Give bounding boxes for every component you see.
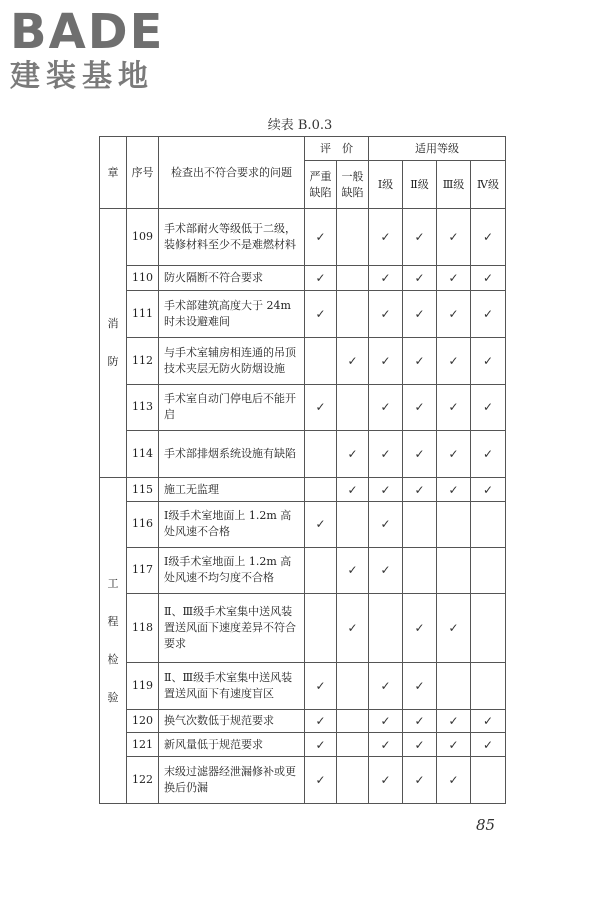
header-grade4: Ⅳ级 xyxy=(471,161,506,209)
check-cell-g1: ✓ xyxy=(369,384,403,431)
check-cell-g1: ✓ xyxy=(369,501,403,547)
problem-cell: 换气次数低于规范要求 xyxy=(159,710,305,733)
table-row xyxy=(100,384,506,431)
problem-cell: Ⅰ级手术室地面上 1.2m 高处风速不合格 xyxy=(159,501,305,547)
check-cell-g2 xyxy=(403,501,437,547)
header-grade1: Ⅰ级 xyxy=(369,161,403,209)
table-row xyxy=(100,290,506,337)
check-cell-severe: ✓ xyxy=(305,756,337,803)
check-cell-g3: ✓ xyxy=(437,710,471,733)
seq-cell: 114 xyxy=(127,431,159,478)
logo-subtitle: 建装基地 xyxy=(10,59,154,94)
check-cell-g1: ✓ xyxy=(369,478,403,501)
check-cell-general xyxy=(337,733,369,756)
check-cell-general xyxy=(337,384,369,431)
logo xyxy=(10,6,180,94)
problem-cell: Ⅱ、Ⅲ级手术室集中送风装置送风面下有速度盲区 xyxy=(159,663,305,710)
check-cell-g1: ✓ xyxy=(369,337,403,384)
header-general: 一般缺陷 xyxy=(337,161,369,209)
seq-cell: 112 xyxy=(127,337,159,384)
check-cell-general xyxy=(337,209,369,266)
check-cell-g1: ✓ xyxy=(369,266,403,290)
check-cell-general: ✓ xyxy=(337,431,369,478)
check-cell-general: ✓ xyxy=(337,593,369,662)
check-cell-g4 xyxy=(471,663,506,710)
check-cell-g2: ✓ xyxy=(403,593,437,662)
header-grade3: Ⅲ级 xyxy=(437,161,471,209)
problem-cell: 防火隔断不符合要求 xyxy=(159,266,305,290)
header-severe: 严重缺陷 xyxy=(305,161,337,209)
check-cell-g2: ✓ xyxy=(403,663,437,710)
check-cell-g2: ✓ xyxy=(403,431,437,478)
table-row xyxy=(100,209,506,266)
check-cell-g1: ✓ xyxy=(369,431,403,478)
seq-cell: 116 xyxy=(127,501,159,547)
seq-cell: 110 xyxy=(127,266,159,290)
header-evaluation: 评 价 xyxy=(305,137,369,161)
check-cell-severe: ✓ xyxy=(305,209,337,266)
check-cell-g4 xyxy=(471,501,506,547)
check-cell-g1: ✓ xyxy=(369,547,403,593)
check-cell-severe: ✓ xyxy=(305,290,337,337)
check-cell-g1: ✓ xyxy=(369,710,403,733)
problem-cell: 末级过滤器经泄漏修补或更换后仍漏 xyxy=(159,756,305,803)
check-cell-g4 xyxy=(471,547,506,593)
check-cell-g4: ✓ xyxy=(471,384,506,431)
check-cell-g2: ✓ xyxy=(403,710,437,733)
problem-cell: Ⅰ级手术室地面上 1.2m 高处风速不均匀度不合格 xyxy=(159,547,305,593)
table-row xyxy=(100,266,506,290)
check-cell-g2: ✓ xyxy=(403,209,437,266)
check-cell-g1: ✓ xyxy=(369,290,403,337)
check-cell-g1: ✓ xyxy=(369,209,403,266)
problem-cell: 施工无监理 xyxy=(159,478,305,501)
check-cell-g4: ✓ xyxy=(471,209,506,266)
seq-cell: 117 xyxy=(127,547,159,593)
check-cell-g3: ✓ xyxy=(437,337,471,384)
check-cell-g1 xyxy=(369,593,403,662)
problem-cell: 与手术室辅房相连通的吊顶技术夹层无防火防烟设施 xyxy=(159,337,305,384)
problem-cell: 手术部排烟系统设施有缺陷 xyxy=(159,431,305,478)
check-cell-g3: ✓ xyxy=(437,756,471,803)
table-row xyxy=(100,547,506,593)
seq-cell: 119 xyxy=(127,663,159,710)
check-cell-g4: ✓ xyxy=(471,266,506,290)
check-cell-g3: ✓ xyxy=(437,431,471,478)
check-cell-severe: ✓ xyxy=(305,384,337,431)
check-cell-general: ✓ xyxy=(337,337,369,384)
check-cell-g3 xyxy=(437,663,471,710)
seq-cell: 118 xyxy=(127,593,159,662)
table-body xyxy=(100,209,506,804)
problem-cell: 手术部耐火等级低于二级，装修材料至少不是难燃材料 xyxy=(159,209,305,266)
problem-cell: 手术室自动门停电后不能开启 xyxy=(159,384,305,431)
table-row xyxy=(100,501,506,547)
check-cell-severe xyxy=(305,547,337,593)
check-cell-general xyxy=(337,756,369,803)
check-cell-g4: ✓ xyxy=(471,478,506,501)
check-cell-g2: ✓ xyxy=(403,290,437,337)
check-cell-g4 xyxy=(471,756,506,803)
header-grades: 适用等级 xyxy=(369,137,506,161)
header-seq: 序号 xyxy=(127,137,159,209)
check-cell-g3: ✓ xyxy=(437,266,471,290)
check-cell-g2 xyxy=(403,547,437,593)
check-cell-general xyxy=(337,266,369,290)
chapter-cell: 消 防 xyxy=(100,209,127,478)
check-cell-g4: ✓ xyxy=(471,431,506,478)
table-row xyxy=(100,710,506,733)
table-row xyxy=(100,478,506,501)
problem-cell: Ⅱ、Ⅲ级手术室集中送风装置送风面下速度差异不符合要求 xyxy=(159,593,305,662)
seq-cell: 111 xyxy=(127,290,159,337)
seq-cell: 109 xyxy=(127,209,159,266)
page-number: 85 xyxy=(476,816,496,834)
check-cell-g2: ✓ xyxy=(403,733,437,756)
check-cell-g3 xyxy=(437,501,471,547)
check-cell-g1: ✓ xyxy=(369,756,403,803)
check-cell-g4: ✓ xyxy=(471,337,506,384)
check-cell-g4: ✓ xyxy=(471,733,506,756)
check-cell-g3: ✓ xyxy=(437,733,471,756)
check-cell-severe: ✓ xyxy=(305,501,337,547)
table-row xyxy=(100,337,506,384)
check-cell-general xyxy=(337,663,369,710)
problem-cell: 手术部建筑高度大于 24m 时未设避难间 xyxy=(159,290,305,337)
table-caption: 续表 B.0.3 xyxy=(267,118,333,133)
chapter-cell: 工 程 检 验 xyxy=(100,478,127,804)
check-cell-severe: ✓ xyxy=(305,663,337,710)
check-cell-severe xyxy=(305,337,337,384)
seq-cell: 121 xyxy=(127,733,159,756)
check-cell-g2: ✓ xyxy=(403,384,437,431)
seq-cell: 113 xyxy=(127,384,159,431)
table-row xyxy=(100,733,506,756)
check-cell-general xyxy=(337,290,369,337)
check-cell-g2: ✓ xyxy=(403,337,437,384)
check-cell-g4: ✓ xyxy=(471,290,506,337)
check-cell-g4 xyxy=(471,593,506,662)
header-chapter: 章 xyxy=(100,137,127,209)
check-cell-general xyxy=(337,710,369,733)
check-cell-g2: ✓ xyxy=(403,478,437,501)
table-row xyxy=(100,663,506,710)
header-grade2: Ⅱ级 xyxy=(403,161,437,209)
check-cell-g2: ✓ xyxy=(403,756,437,803)
check-cell-g2: ✓ xyxy=(403,266,437,290)
table-row xyxy=(100,431,506,478)
check-cell-g3: ✓ xyxy=(437,478,471,501)
check-cell-g3: ✓ xyxy=(437,209,471,266)
check-cell-severe xyxy=(305,431,337,478)
check-cell-severe: ✓ xyxy=(305,710,337,733)
inspection-table xyxy=(99,136,506,804)
check-cell-severe xyxy=(305,478,337,501)
seq-cell: 120 xyxy=(127,710,159,733)
check-cell-general: ✓ xyxy=(337,547,369,593)
table-row xyxy=(100,593,506,662)
logo-brand: BADE xyxy=(10,4,165,60)
table-row xyxy=(100,756,506,803)
check-cell-g3 xyxy=(437,547,471,593)
check-cell-severe: ✓ xyxy=(305,266,337,290)
check-cell-g1: ✓ xyxy=(369,663,403,710)
check-cell-general xyxy=(337,501,369,547)
problem-cell: 新风量低于规范要求 xyxy=(159,733,305,756)
check-cell-g3: ✓ xyxy=(437,593,471,662)
check-cell-g1: ✓ xyxy=(369,733,403,756)
check-cell-g3: ✓ xyxy=(437,384,471,431)
check-cell-g3: ✓ xyxy=(437,290,471,337)
check-cell-general: ✓ xyxy=(337,478,369,501)
check-cell-severe: ✓ xyxy=(305,733,337,756)
header-problem: 检查出不符合要求的问题 xyxy=(159,137,305,209)
check-cell-g4: ✓ xyxy=(471,710,506,733)
seq-cell: 115 xyxy=(127,478,159,501)
seq-cell: 122 xyxy=(127,756,159,803)
check-cell-severe xyxy=(305,593,337,662)
